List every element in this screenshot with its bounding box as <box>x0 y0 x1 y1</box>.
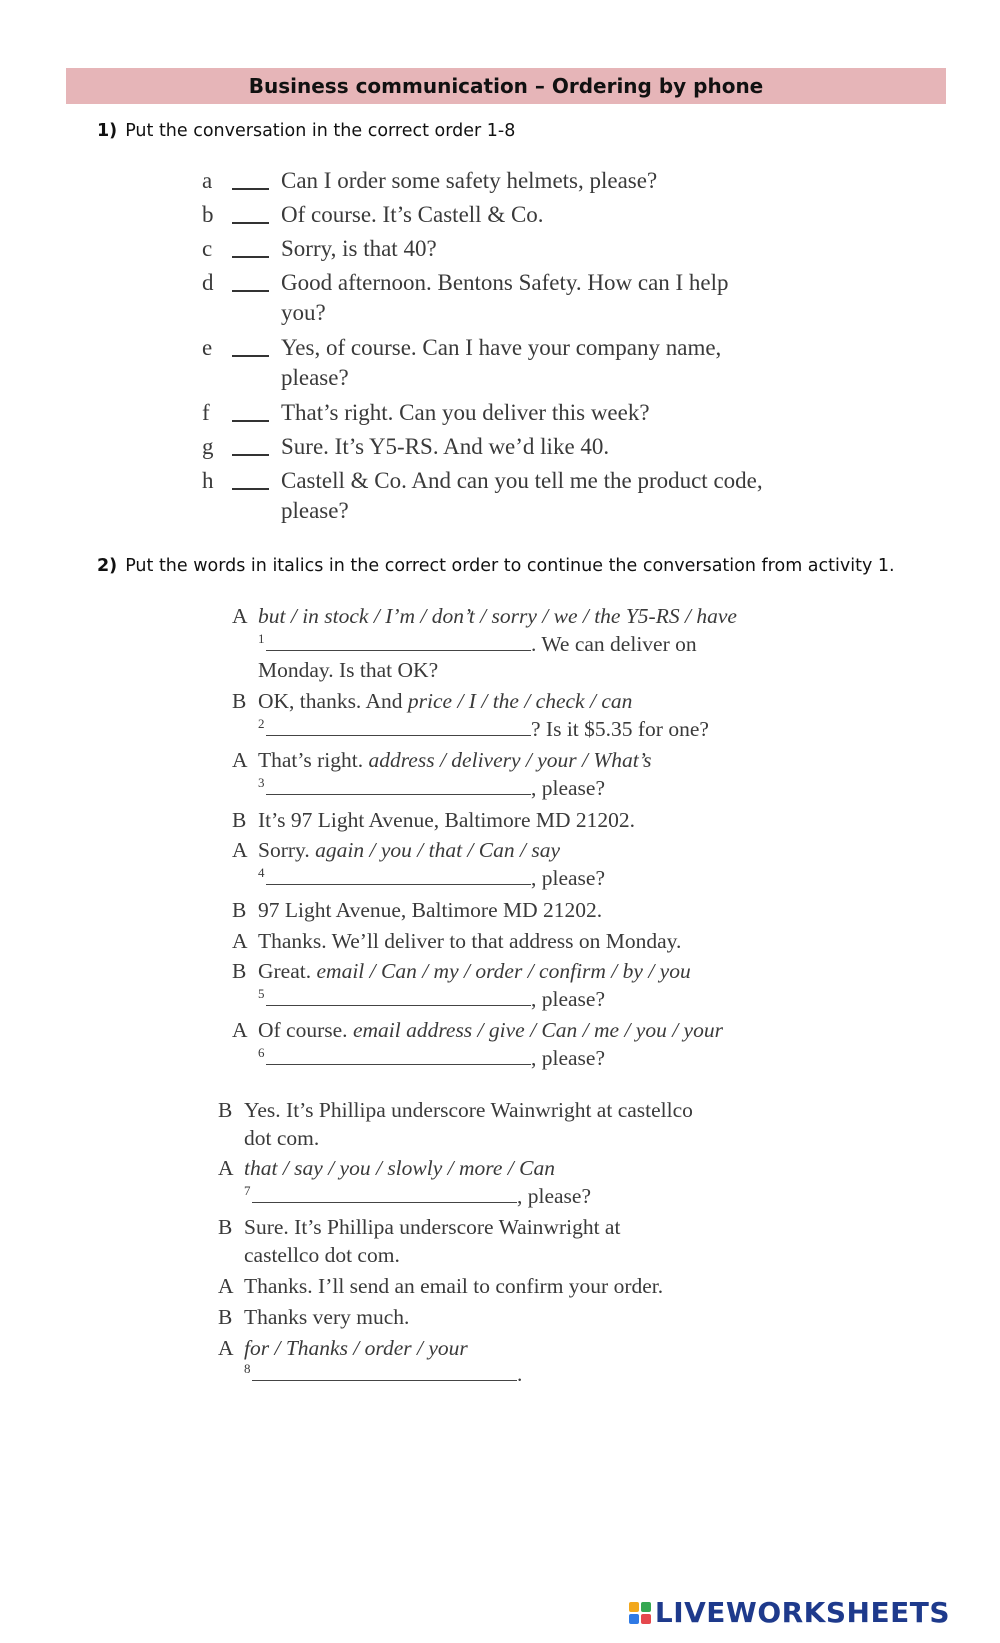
gap-number: 2 <box>258 716 265 731</box>
answer-gap[interactable] <box>266 1044 531 1065</box>
item-text: Castell & Co. And can you tell me the product code, please? <box>281 468 763 523</box>
item-letter: b <box>202 202 214 227</box>
line-text: It’s 97 Light Avenue, Baltimore MD 21202. <box>258 808 636 832</box>
item-text: That’s right. Can you deliver this week? <box>281 400 650 425</box>
line-intro: OK, thanks. And <box>258 689 408 713</box>
gap-number: 7 <box>244 1183 251 1198</box>
line-ending: . We can deliver on <box>531 632 697 656</box>
activity-2-number: 2) <box>97 556 118 576</box>
line-ending: , please? <box>531 866 606 890</box>
answer-gap[interactable] <box>266 630 531 651</box>
item-text: Can I order some safety helmets, please? <box>281 168 658 193</box>
gap-number: 8 <box>244 1361 251 1376</box>
answer-blank[interactable] <box>232 222 269 224</box>
speaker-label: A <box>218 1336 234 1360</box>
speaker-label: A <box>232 838 248 862</box>
logo-square <box>641 1614 651 1624</box>
gap-number: 3 <box>258 775 265 790</box>
speaker-label: A <box>218 1156 234 1180</box>
logo-square <box>641 1602 651 1612</box>
line-text: Thanks. We’ll deliver to that address on Monday. <box>258 929 682 953</box>
worksheet-title: Business communication – Ordering by phone <box>66 68 946 104</box>
answer-blank[interactable] <box>232 290 269 292</box>
item-text: Sure. It’s Y5-RS. And we’d like 40. <box>281 434 610 459</box>
item-text: Good afternoon. Bentons Safety. How can I help you? <box>281 270 729 325</box>
item-letter: e <box>202 335 213 360</box>
scrambled-words: for / Thanks / order / your <box>244 1336 468 1360</box>
scrambled-words: email address / give / Can / me / you / your <box>352 1018 723 1042</box>
list-item <box>202 398 822 432</box>
liveworksheets-logo <box>629 1596 950 1629</box>
scrambled-words: that / say / you / slowly / more / Can <box>244 1156 555 1180</box>
item-letter: f <box>202 400 210 425</box>
activity-2-instruction-text: Put the words in italics in the correct order to continue the conversation from activity 1. <box>125 556 895 576</box>
scrambled-words: price / I / the / check / can <box>407 689 633 713</box>
answer-blank[interactable] <box>232 454 269 456</box>
gap-number: 6 <box>258 1045 265 1060</box>
answer-blank[interactable] <box>232 188 269 190</box>
scrambled-words: address / delivery / your / What’s <box>368 748 652 772</box>
item-text: Of course. It’s Castell & Co. <box>281 202 544 227</box>
answer-gap[interactable] <box>252 1182 517 1203</box>
speaker-label: A <box>218 1274 234 1298</box>
line-ending: , please? <box>531 1046 606 1070</box>
scrambled-words: again / you / that / Can / say <box>315 838 560 862</box>
speaker-label: B <box>232 808 247 832</box>
line-ending: ? Is it $5.35 for one? <box>531 717 709 741</box>
answer-gap[interactable] <box>266 715 531 736</box>
list-item <box>202 466 822 526</box>
line-continuation: dot com. <box>244 1126 320 1150</box>
line-text: Thanks very much. <box>244 1305 410 1329</box>
answer-gap[interactable] <box>266 774 531 795</box>
line-text: 97 Light Avenue, Baltimore MD 21202. <box>258 898 603 922</box>
item-letter: h <box>202 468 214 493</box>
activity-1-instruction <box>97 121 515 141</box>
speaker-label: A <box>232 604 248 628</box>
logo-icon <box>629 1602 651 1624</box>
answer-blank[interactable] <box>232 488 269 490</box>
item-letter: a <box>202 168 213 193</box>
speaker-label: A <box>232 748 248 772</box>
logo-text: LIVEWORKSHEETS <box>654 1596 950 1629</box>
line-intro: Sorry. <box>258 838 316 862</box>
activity-2-instruction <box>97 556 895 576</box>
line-ending: , please? <box>531 776 606 800</box>
item-text: Sorry, is that 40? <box>281 236 437 261</box>
answer-blank[interactable] <box>232 420 269 422</box>
speaker-label: B <box>232 959 247 983</box>
logo-square <box>629 1602 639 1612</box>
line-text: Yes. It’s Phillipa underscore Wainwright at castellco <box>244 1098 693 1122</box>
list-item <box>202 432 822 466</box>
speaker-label: B <box>232 689 247 713</box>
list-item <box>202 166 822 200</box>
scrambled-words: but / in stock / I’m / don’t / sorry / we / the Y5-RS / have <box>258 604 737 628</box>
activity-1-instruction-text: Put the conversation in the correct order 1-8 <box>125 121 516 141</box>
speaker-label: B <box>218 1098 233 1122</box>
item-letter: d <box>202 270 214 295</box>
line-intro: Great. <box>258 959 317 983</box>
list-item <box>202 234 822 268</box>
line-ending: , please? <box>517 1184 592 1208</box>
line-continuation: Monday. Is that OK? <box>258 658 439 682</box>
line-intro: That’s right. <box>258 748 369 772</box>
answer-gap[interactable] <box>266 864 531 885</box>
scrambled-words: email / Can / my / order / confirm / by / you <box>316 959 691 983</box>
list-item <box>202 200 822 234</box>
line-text: Thanks. I’ll send an email to confirm your order. <box>244 1274 664 1298</box>
speaker-label: B <box>218 1215 233 1239</box>
list-item <box>202 333 822 398</box>
line-continuation: castellco dot com. <box>244 1243 400 1267</box>
line-ending: , please? <box>531 987 606 1011</box>
activity-1-number: 1) <box>97 121 118 141</box>
answer-gap[interactable] <box>266 985 531 1006</box>
answer-blank[interactable] <box>232 256 269 258</box>
item-letter: c <box>202 236 213 261</box>
gap-number: 5 <box>258 986 265 1001</box>
answer-gap[interactable] <box>252 1360 517 1381</box>
line-text: Sure. It’s Phillipa underscore Wainwright at <box>244 1215 621 1239</box>
speaker-label: A <box>232 1018 248 1042</box>
line-ending: . <box>517 1362 523 1386</box>
speaker-label: B <box>218 1305 233 1329</box>
gap-number: 4 <box>258 865 265 880</box>
line-intro: Of course. <box>258 1018 353 1042</box>
speaker-label: A <box>232 929 248 953</box>
logo-square <box>629 1614 639 1624</box>
item-text: Yes, of course. Can I have your company name, please? <box>281 335 722 390</box>
gap-number: 1 <box>258 631 265 646</box>
answer-blank[interactable] <box>232 355 269 357</box>
item-letter: g <box>202 434 214 459</box>
list-item <box>202 268 822 333</box>
activity-1-list <box>202 166 822 526</box>
speaker-label: B <box>232 898 247 922</box>
